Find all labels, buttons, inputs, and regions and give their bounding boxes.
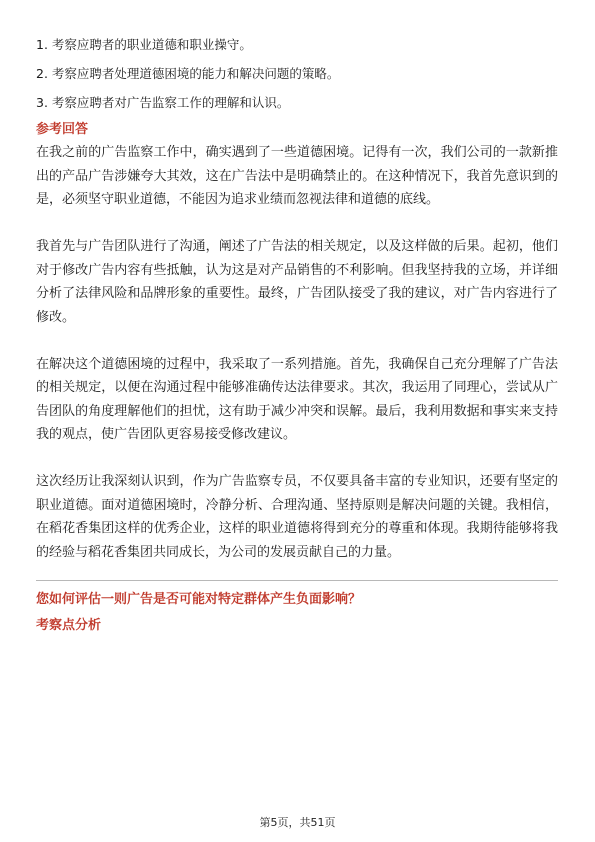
answer-paragraph: 在我之前的广告监察工作中，确实遇到了一些道德困境。记得有一次，我们公司的一款新推出的产品广告涉嫌夸大其效，这在广告法中是明确禁止的。在这种情况下，我首先意识到的是，必须坚守职业道德，不能因为追求业绩而忽视法律和道德的底线。 (36, 145, 558, 207)
page-content (36, 30, 558, 637)
question-heading: 您如何评估一则广告是否可能对特定群体产生负面影响？ (36, 592, 362, 607)
list-item: 3. 考察应聘者对广告监察工作的理解和认识。 (36, 95, 290, 110)
answer-paragraph: 我首先与广告团队进行了沟通，阐述了广告法的相关规定，以及这样做的后果。起初，他们对于修改广告内容有些抵触，认为这是对产品销售的不利影响。但我坚持我的立场，并详细分析了法律风险和品牌形象的重要性。最终，广告团队接受了我的建议，对广告内容进行了修改。 (36, 239, 558, 325)
analysis-heading: 考察点分析 (36, 618, 102, 633)
section-divider (36, 580, 558, 581)
answer-heading: 参考回答 (36, 122, 89, 137)
list-item: 2. 考察应聘者处理道德困境的能力和解决问题的策略。 (36, 66, 340, 81)
answer-paragraph: 这次经历让我深刻认识到，作为广告监察专员，不仅要具备丰富的专业知识，还要有坚定的职业道德。面对道德困境时，冷静分析、合理沟通、坚持原则是解决问题的关键。我相信，在稻花香集团这样的优秀企业，这样的职业道德将得到充分的尊重和体现。我期待能够将我的经验与稻花香集团共同成长，为公司的发展贡献自己的力量。 (36, 474, 558, 560)
page-number: 第5页，共51页 (259, 816, 336, 829)
answer-paragraph: 在解决这个道德困境的过程中，我采取了一系列措施。首先，我确保自己充分理解了广告法的相关规定，以便在沟通过程中能够准确传达法律要求。其次，我运用了同理心，尝试从广告团队的角度理解他们的担忧，这有助于减少冲突和误解。最后，我利用数据和事实来支持我的观点，使广告团队更容易接受修改建议。 (36, 356, 558, 442)
list-item: 1. 考察应聘者的职业道德和职业操守。 (36, 37, 252, 52)
